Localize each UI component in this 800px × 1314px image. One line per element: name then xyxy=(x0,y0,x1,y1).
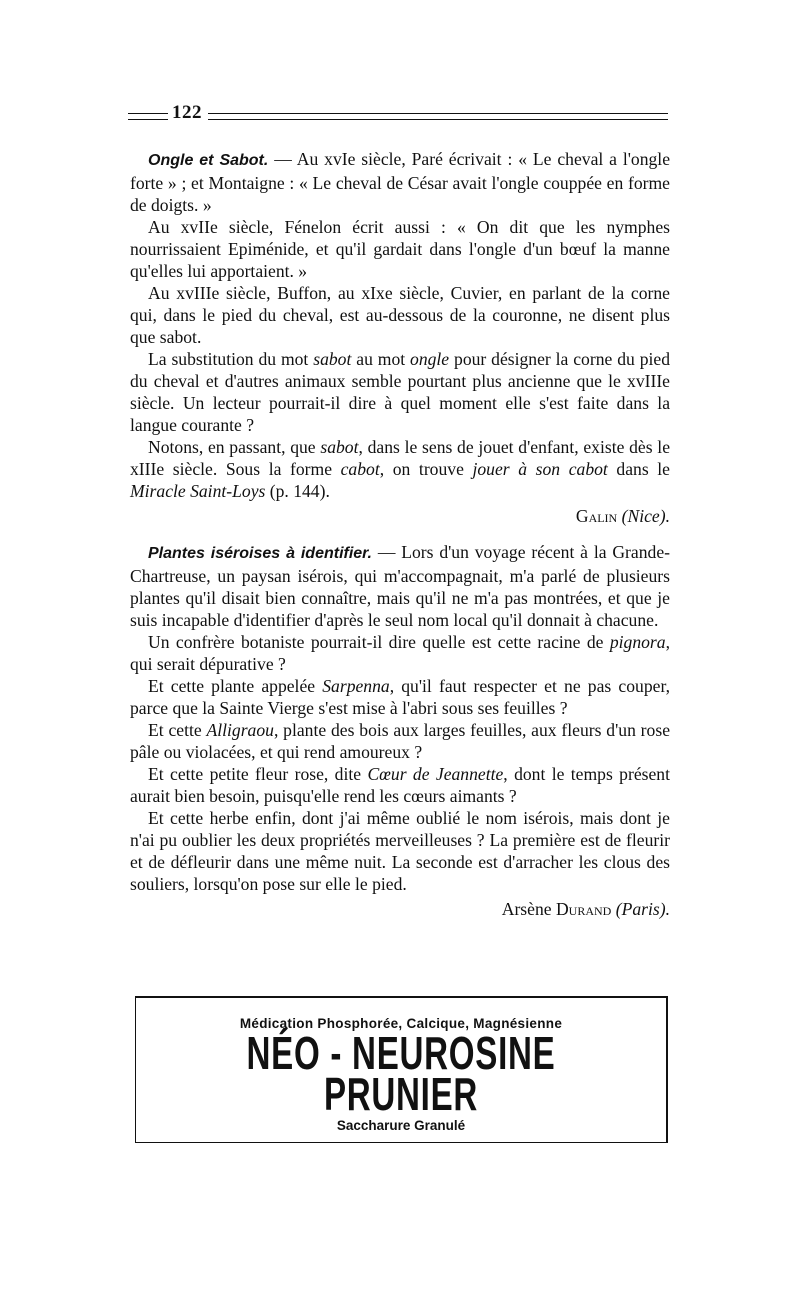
article1-heading: Ongle et Sabot. xyxy=(148,152,269,169)
article1-p4-sabot: sabot xyxy=(313,349,352,369)
article2-author: Durand xyxy=(555,899,612,919)
article1-signature xyxy=(130,505,670,527)
header-rule-left xyxy=(128,113,168,120)
article1-p5-text-b: , dans le sens de jouet d'enfant, existe dès le xIIIe siècle. Sous la forme xyxy=(130,437,671,479)
article1-p5-text-e: (p. 144). xyxy=(265,481,330,501)
article1-p1-text: — Au xvIe siècle, Paré écrivait : « Le cheval a l'ongle forte » ; et Montaigne : « Le cheval de César avait l'ongle couppée en forme de doigts. » xyxy=(130,149,671,215)
article1-p5-sabot: sabot xyxy=(320,437,359,457)
article2-paragraph-6: Et cette herbe enfin, dont j'ai même oublié le nom isérois, mais dont je n'ai pu oublier les deux propriétés merveilleuses ? La première est de fleurir et de défleurir dans une même nuit. La seconde est d'arracher les clous des souliers, lorsqu'on pose sur elle le pied. xyxy=(130,808,670,894)
article2-paragraph-4 xyxy=(130,719,670,763)
article2-p4-text-b: , plante des bois aux larges feuilles, aux fleurs d'un rose pâle ou violacées, et qui rend amoureux ? xyxy=(130,720,670,762)
article2-p5-text-a: Et cette petite fleur rose, dite xyxy=(148,764,368,784)
ad-subtitle: Médication Phosphorée, Calcique, Magnésienne xyxy=(239,1016,563,1031)
article1-p4-text-c: pour désigner la corne du pied du cheval et d'autres animaux semble pourtant plus ancienne que le xvIIIe siècle. Un lecteur pourrait-il dire à quel moment elle s'est faite dans la langue courante ? xyxy=(130,349,670,435)
article1-p5-quote: jouer à son cabot xyxy=(472,459,608,479)
article2-p4-alligraou: Alligraou xyxy=(206,720,274,740)
ad-brand: PRUNIER xyxy=(323,1068,479,1120)
page-header xyxy=(128,102,668,124)
article2-p3-sarpenna: Sarpenna xyxy=(322,676,390,696)
article1-p5-miracle: Miracle Saint-Loys xyxy=(130,481,266,501)
article1-p5-text-d: dans le xyxy=(607,459,670,479)
article2-p5-text-b: , dont le temps présent aurait bien besoin, puisqu'elle rend les cœurs aimants ? xyxy=(130,764,670,806)
article2-paragraph-3 xyxy=(130,675,670,719)
article2-signature xyxy=(130,898,670,920)
article2-p3-text-b: , qu'il faut respecter et ne pas couper, parce que la Sainte Vierge s'est mise à l'abri sous ses feuilles ? xyxy=(130,676,670,718)
article1-p5-text-c: , on trouve xyxy=(379,459,473,479)
page-number: 122 xyxy=(172,102,202,123)
article2-p2-text-b: , qui serait dépurative ? xyxy=(130,632,670,674)
ad-footer: Saccharure Granulé xyxy=(336,1118,466,1133)
article1-paragraph-2: Au xvIIe siècle, Fénelon écrit aussi : « On dit que les nymphes nourrissaient Epiménide, et qu'il gardait dans l'ongle d'un bœuf la manne qu'elles lui apportaient. » xyxy=(130,217,670,281)
advertisement-box xyxy=(135,996,668,1143)
article2-place: (Paris). xyxy=(615,899,670,919)
article-plantes-iseroises xyxy=(130,541,670,920)
article2-p4-text-a: Et cette xyxy=(148,720,207,740)
article1-paragraph-1 xyxy=(130,148,670,216)
article1-paragraph-4 xyxy=(130,348,670,436)
article1-p4-text-a: La substitution du mot xyxy=(148,349,314,369)
article1-p5-text-a: Notons, en passant, que xyxy=(148,437,321,457)
article1-place: (Nice). xyxy=(621,506,670,526)
article1-paragraph-3: Au xvIIIe siècle, Buffon, au xIxe siècle, Cuvier, en parlant de la corne qui, dans le pied du cheval, est au-dessous de la couronne, ne disent plus que sabot. xyxy=(130,283,670,347)
article2-heading: Plantes iséroises à identifier. xyxy=(148,545,372,562)
article2-p1-text: — Lors d'un voyage récent à la Grande-Chartreuse, un paysan isérois, qui m'accompagnait, m'a parlé de plusieurs plantes qu'il disait bien connaître, mais qu'il ne m'a pas montrées, et que je suis incapable d'identifier d'après le seul nom local qu'il donnait à chacune. xyxy=(130,542,670,630)
article1-author: Galin xyxy=(575,506,618,526)
article-ongle-et-sabot xyxy=(130,148,670,527)
article1-p5-cabot: cabot xyxy=(340,459,380,479)
article2-p2-text-a: Un confrère botaniste pourrait-il dire quelle est cette racine de xyxy=(148,632,610,652)
article2-p2-pignora: pignora xyxy=(609,632,666,652)
article2-paragraph-1 xyxy=(130,541,670,631)
article1-paragraph-5 xyxy=(130,436,670,502)
article2-author-first: Arsène xyxy=(501,899,552,919)
article2-paragraph-2 xyxy=(130,631,670,675)
ad-title: NÉO - NEUROSINE xyxy=(246,1027,556,1079)
header-rule-right xyxy=(208,113,668,120)
article1-p4-text-b: au mot xyxy=(351,349,411,369)
article2-p5-coeur: Cœur de Jeannette xyxy=(367,764,504,784)
article2-paragraph-5 xyxy=(130,763,670,807)
article2-p3-text-a: Et cette plante appelée xyxy=(148,676,323,696)
article1-p4-ongle: ongle xyxy=(410,349,450,369)
